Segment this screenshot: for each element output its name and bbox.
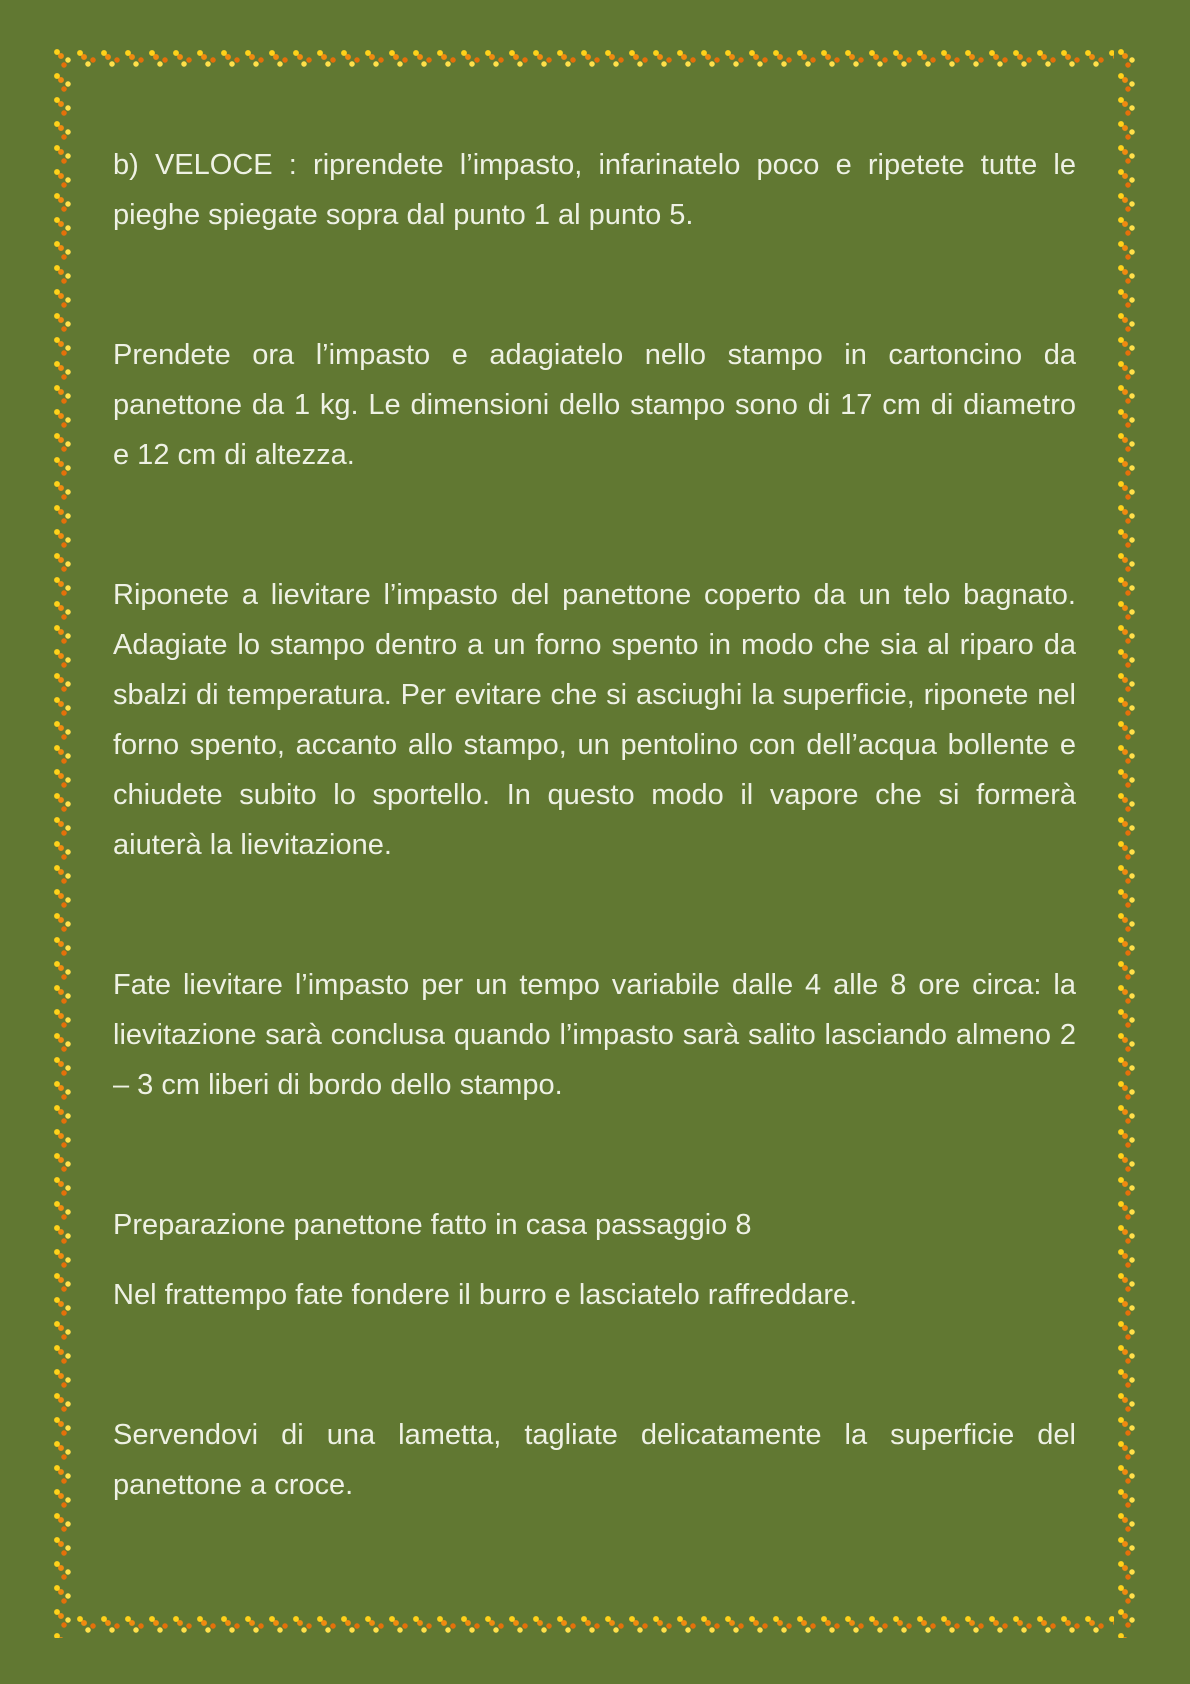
paragraph-burro: Nel frattempo fate fondere il burro e lasciatelo raffreddare. (113, 1279, 858, 1311)
candy-corn-border-top-icon (50, 46, 1140, 72)
paragraph-lievitare: Riponete a lievitare l’impasto del panettone coperto da un telo bagnato. Adagiate lo stampo dentro a un forno spento in modo che sia al riparo da sbalzi di temperatura. Per evitare che si asciughi la superficie, riponete nel forno spento, accanto allo stampo, un pentolino con dell’acqua bollente e chiudete subito lo sportello. In questo modo il vapore che si formerà aiuterà la lievitazione. (113, 579, 1076, 861)
paragraph-veloce: b) VELOCE : riprendete l’impasto, infarinatelo poco e ripetete tutte le pieghe spiegate sopra dal punto 1 al punto 5. (113, 149, 1076, 231)
paragraph-stampo: Prendete ora l’impasto e adagiatelo nello stampo in cartoncino da panettone da 1 kg. Le dimensioni dello stampo sono di 17 cm di diametro e 12 cm di altezza. (113, 339, 1076, 471)
recipe-text (113, 140, 1076, 1510)
candy-corn-border-left-icon (50, 46, 76, 1638)
candy-corn-border-right-icon (1114, 46, 1140, 1638)
candy-corn-border-bottom-icon (50, 1612, 1140, 1638)
paragraph-passaggio: Preparazione panettone fatto in casa passaggio 8 (113, 1209, 752, 1241)
paragraph-tempo: Fate lievitare l’impasto per un tempo variabile dalle 4 alle 8 ore circa: la lievitazione sarà conclusa quando l’impasto sarà salito lasciando almeno 2 – 3 cm liberi di bordo dello stampo. (113, 969, 1076, 1101)
paragraph-lametta: Servendovi di una lametta, tagliate delicatamente la superficie del panettone a croce. (113, 1419, 1076, 1501)
